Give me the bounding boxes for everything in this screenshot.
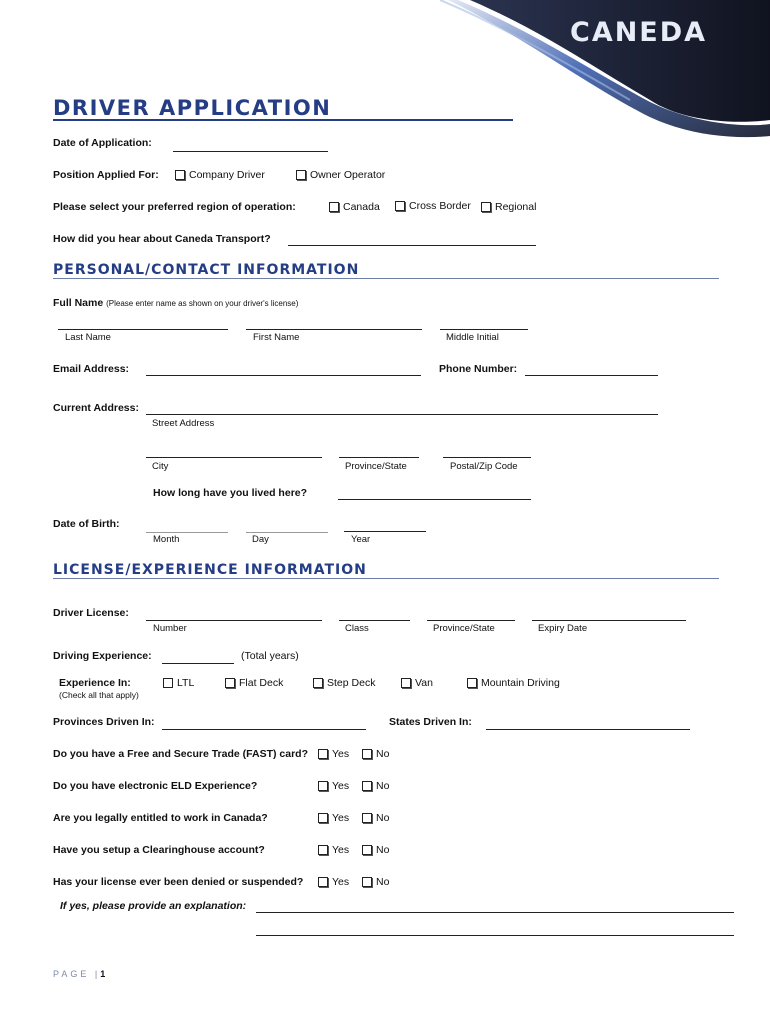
- first-name-field[interactable]: [246, 329, 422, 330]
- dob-day-field[interactable]: [246, 532, 328, 533]
- checkbox-icon: [395, 201, 405, 211]
- checkbox-icon: [318, 749, 328, 759]
- date-of-application-label: Date of Application:: [53, 137, 152, 149]
- license-province-caption: Province/State: [433, 623, 495, 634]
- checkbox-icon: [362, 877, 372, 887]
- middle-initial-caption: Middle Initial: [446, 332, 499, 343]
- states-driven-label: States Driven In:: [389, 716, 472, 728]
- checkbox-icon: [313, 678, 323, 688]
- mountain-driving-checkbox[interactable]: Mountain Driving: [467, 677, 560, 689]
- page-footer: [53, 969, 105, 979]
- personal-section-heading: PERSONAL/CONTACT INFORMATION: [53, 262, 360, 278]
- checkbox-icon: [318, 813, 328, 823]
- checkbox-icon: [318, 877, 328, 887]
- first-name-caption: First Name: [253, 332, 300, 343]
- driver-license-label: Driver License:: [53, 607, 129, 619]
- question-work-canada: Are you legally entitled to work in Canada?: [53, 812, 268, 824]
- city-caption: City: [152, 461, 169, 472]
- last-name-field[interactable]: [58, 329, 228, 330]
- checkbox-icon: [329, 202, 339, 212]
- cross-border-checkbox[interactable]: Cross Border: [395, 200, 471, 212]
- provinces-driven-field[interactable]: [162, 729, 366, 730]
- last-name-caption: Last Name: [65, 332, 111, 343]
- region-label: Please select your preferred region of operation:: [53, 201, 296, 213]
- license-expiry-field[interactable]: [532, 620, 686, 621]
- personal-heading-rule: [53, 278, 719, 279]
- fast-card-no-checkbox[interactable]: No: [362, 748, 389, 760]
- checkbox-icon: [296, 170, 306, 180]
- phone-label: Phone Number:: [439, 363, 518, 375]
- day-caption: Day: [252, 534, 269, 545]
- work-canada-no-checkbox[interactable]: No: [362, 812, 389, 824]
- checkbox-icon: [163, 678, 173, 688]
- hear-about-field[interactable]: [288, 245, 536, 246]
- postal-code-caption: Postal/Zip Code: [450, 461, 518, 472]
- states-driven-field[interactable]: [486, 729, 690, 730]
- checkbox-icon: [318, 781, 328, 791]
- license-denied-yes-checkbox[interactable]: Yes: [318, 876, 349, 888]
- license-province-field[interactable]: [427, 620, 515, 621]
- owner-operator-checkbox[interactable]: Owner Operator: [296, 169, 385, 181]
- page-number: 1: [100, 969, 106, 979]
- street-address-caption: Street Address: [152, 418, 215, 429]
- flat-deck-checkbox[interactable]: Flat Deck: [225, 677, 283, 689]
- question-license-denied: Has your license ever been denied or suspended?: [53, 876, 304, 888]
- canada-checkbox[interactable]: Canada: [329, 201, 380, 213]
- email-field[interactable]: [146, 375, 421, 376]
- hear-about-label: How did you hear about Caneda Transport?: [53, 233, 271, 245]
- company-driver-checkbox[interactable]: Company Driver: [175, 169, 265, 181]
- driving-experience-field[interactable]: [162, 663, 234, 664]
- regional-checkbox[interactable]: Regional: [481, 201, 536, 213]
- question-clearinghouse: Have you setup a Clearinghouse account?: [53, 844, 265, 856]
- dob-month-field[interactable]: [146, 532, 228, 533]
- license-class-caption: Class: [345, 623, 369, 634]
- checkbox-icon: [481, 202, 491, 212]
- license-denied-no-checkbox[interactable]: No: [362, 876, 389, 888]
- checkbox-icon: [362, 813, 372, 823]
- clearinghouse-no-checkbox[interactable]: No: [362, 844, 389, 856]
- province-state-caption: Province/State: [345, 461, 407, 472]
- checkbox-icon: [175, 170, 185, 180]
- dob-label: Date of Birth:: [53, 518, 120, 530]
- explanation-field-line-1[interactable]: [256, 912, 734, 913]
- checkbox-icon: [362, 845, 372, 855]
- eld-yes-checkbox[interactable]: Yes: [318, 780, 349, 792]
- check-all-note: (Check all that apply): [59, 690, 139, 700]
- license-number-caption: Number: [153, 623, 187, 634]
- month-caption: Month: [153, 534, 180, 545]
- license-class-field[interactable]: [339, 620, 410, 621]
- street-address-field[interactable]: [146, 414, 658, 415]
- step-deck-checkbox[interactable]: Step Deck: [313, 677, 375, 689]
- checkbox-icon: [318, 845, 328, 855]
- page-word: PAGE |: [53, 969, 101, 979]
- address-label: Current Address:: [53, 402, 139, 414]
- license-section-heading: LICENSE/EXPERIENCE INFORMATION: [53, 562, 367, 578]
- email-label: Email Address:: [53, 363, 130, 375]
- fast-card-yes-checkbox[interactable]: Yes: [318, 748, 349, 760]
- total-years-text: (Total years): [241, 650, 299, 662]
- city-field[interactable]: [146, 457, 322, 458]
- checkbox-icon: [362, 781, 372, 791]
- checkbox-icon: [225, 678, 235, 688]
- license-number-field[interactable]: [146, 620, 322, 621]
- checkbox-icon: [362, 749, 372, 759]
- logo-text: CANEDA: [570, 17, 708, 48]
- how-long-label: How long have you lived here?: [153, 487, 308, 499]
- clearinghouse-yes-checkbox[interactable]: Yes: [318, 844, 349, 856]
- driving-experience-label: Driving Experience:: [53, 650, 152, 662]
- full-name-label: Full Name (Please enter name as shown on your driver's license): [53, 297, 299, 309]
- work-canada-yes-checkbox[interactable]: Yes: [318, 812, 349, 824]
- license-heading-rule: [53, 578, 719, 579]
- how-long-field[interactable]: [338, 499, 531, 500]
- question-fast-card: Do you have a Free and Secure Trade (FAST) card?: [53, 748, 308, 760]
- date-of-application-field[interactable]: [173, 151, 328, 152]
- van-checkbox[interactable]: Van: [401, 677, 433, 689]
- checkbox-icon: [401, 678, 411, 688]
- title-underline: [53, 119, 513, 121]
- explanation-label: If yes, please provide an explanation:: [60, 900, 247, 912]
- license-expiry-caption: Expiry Date: [538, 623, 588, 634]
- phone-field[interactable]: [525, 375, 658, 376]
- provinces-driven-label: Provinces Driven In:: [53, 716, 155, 728]
- year-caption: Year: [351, 534, 371, 545]
- position-label: Position Applied For:: [53, 169, 159, 181]
- province-state-field[interactable]: [339, 457, 419, 458]
- postal-code-field[interactable]: [443, 457, 531, 458]
- eld-no-checkbox[interactable]: No: [362, 780, 389, 792]
- page-title: DRIVER APPLICATION: [53, 96, 332, 120]
- checkbox-icon: [467, 678, 477, 688]
- ltl-checkbox[interactable]: LTL: [163, 677, 194, 689]
- full-name-note: (Please enter name as shown on your driver's license): [106, 299, 299, 308]
- explanation-field-line-2[interactable]: [256, 935, 734, 936]
- dob-year-field[interactable]: [344, 531, 426, 532]
- experience-in-label: Experience In:: [59, 677, 131, 689]
- question-eld: Do you have electronic ELD Experience?: [53, 780, 258, 792]
- middle-initial-field[interactable]: [440, 329, 528, 330]
